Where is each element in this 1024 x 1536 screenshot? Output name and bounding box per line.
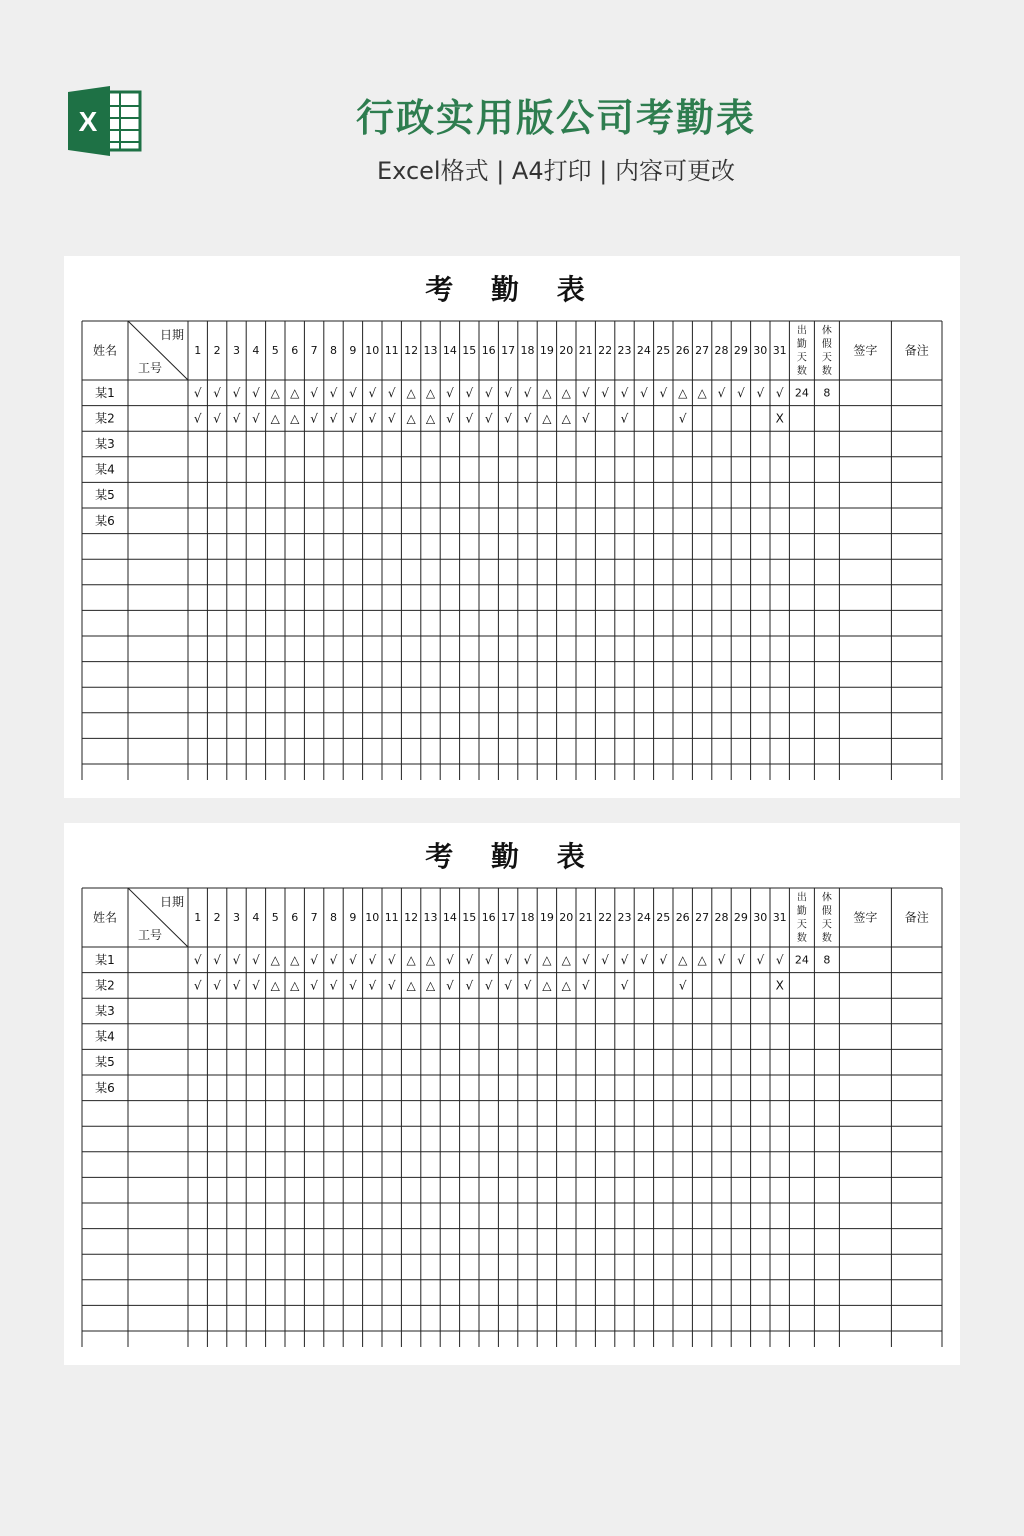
attendance-mark: √	[213, 952, 221, 967]
attendance-mark: △	[270, 952, 280, 967]
attendance-mark: √	[310, 978, 318, 993]
attendance-mark: √	[465, 385, 474, 400]
attendance-mark: √	[775, 952, 784, 967]
header-day-12: 12	[404, 911, 419, 924]
attendance-mark: √	[193, 411, 202, 426]
header-day-28: 28	[714, 344, 729, 357]
attendance-mark: √	[581, 952, 590, 967]
header-day-21: 21	[578, 911, 593, 924]
attendance-mark: √	[349, 385, 357, 400]
header-day-16: 16	[481, 344, 496, 357]
attendance-mark: △	[542, 385, 552, 400]
header-day-29: 29	[733, 344, 748, 357]
header-day-27: 27	[695, 344, 710, 357]
header-day-4: 4	[252, 911, 260, 924]
header-day-29: 29	[733, 911, 748, 924]
header-attend-days: 勤	[796, 339, 807, 350]
attendance-mark: √	[232, 385, 241, 400]
header-day-23: 23	[617, 344, 632, 357]
attendance-mark: √	[368, 952, 377, 967]
attendance-mark: X	[775, 411, 784, 426]
header-remark: 备注	[904, 910, 929, 925]
header-day-3: 3	[233, 911, 240, 924]
attendance-mark: X	[775, 978, 784, 993]
attendance-mark: △	[290, 952, 300, 967]
attendance-sheet-1	[64, 256, 960, 798]
attendance-mark: △	[406, 952, 416, 967]
header-day-31: 31	[772, 911, 787, 924]
header-day-6: 6	[291, 911, 299, 924]
header-day-17: 17	[501, 911, 516, 924]
attendance-sheet-2	[64, 823, 960, 1365]
employee-name: 某2	[95, 411, 115, 426]
header-name: 姓名	[92, 910, 118, 925]
header-sign: 签字	[853, 343, 878, 358]
attendance-mark: √	[387, 978, 396, 993]
header-attend-days: 天	[796, 352, 807, 364]
attendance-mark: △	[290, 385, 300, 400]
header-attend-days: 勤	[796, 906, 807, 917]
attendance-mark: √	[523, 411, 532, 426]
attendance-mark: √	[368, 978, 377, 993]
header-id: 工号	[137, 928, 163, 942]
attendance-mark: √	[737, 952, 745, 967]
attendance-mark: √	[446, 411, 454, 426]
attendance-mark: √	[193, 385, 202, 400]
attendance-mark: √	[193, 978, 202, 993]
attendance-mark: √	[213, 411, 221, 426]
attendance-mark: △	[425, 952, 436, 967]
header-day-18: 18	[520, 344, 535, 357]
header-day-28: 28	[714, 911, 729, 924]
attendance-mark: △	[697, 952, 707, 967]
attendance-mark: √	[310, 385, 318, 400]
attendance-mark: △	[678, 952, 688, 967]
header-day-1: 1	[194, 344, 202, 357]
header-day-3: 3	[233, 344, 240, 357]
header-day-13: 13	[423, 344, 438, 357]
attendance-mark: √	[504, 978, 512, 993]
header-leave-days: 假	[821, 339, 832, 350]
employee-name: 某5	[95, 1055, 115, 1070]
attendance-mark: △	[406, 978, 416, 993]
attendance-mark: △	[425, 978, 436, 993]
attendance-mark: √	[252, 952, 260, 967]
attendance-mark: √	[213, 385, 221, 400]
attendance-mark: √	[310, 952, 318, 967]
page-title: 行政实用版公司考勤表	[355, 96, 756, 140]
attendance-mark: √	[329, 385, 338, 400]
attendance-mark: √	[640, 385, 648, 400]
attendance-mark: △	[270, 385, 280, 400]
employee-name: 某2	[95, 978, 115, 993]
leave-days-value: 8	[823, 386, 831, 400]
attendance-mark: △	[697, 385, 707, 400]
attendance-mark: △	[425, 411, 436, 426]
attendance-mark: √	[678, 978, 687, 993]
header-day-21: 21	[578, 344, 593, 357]
header-day-5: 5	[271, 911, 279, 924]
header-day-13: 13	[423, 911, 438, 924]
attendance-mark: √	[349, 978, 357, 993]
sheet-title: 考 勤 表	[425, 273, 599, 306]
header-day-5: 5	[271, 344, 279, 357]
header-day-31: 31	[772, 344, 787, 357]
header-day-19: 19	[539, 911, 554, 924]
leave-days-value: 8	[823, 953, 831, 967]
header-day-22: 22	[598, 911, 613, 924]
attendance-mark: √	[310, 411, 318, 426]
header-day-10: 10	[365, 911, 380, 924]
header-day-20: 20	[559, 911, 574, 924]
attendance-mark: √	[620, 978, 629, 993]
header-date: 日期	[159, 895, 185, 909]
header-day-24: 24	[636, 911, 651, 924]
header-attend-days: 数	[796, 366, 807, 377]
attendance-mark: √	[737, 385, 745, 400]
header-day-1: 1	[194, 911, 202, 924]
header-attend-days: 出	[796, 325, 807, 337]
attendance-mark: △	[270, 978, 280, 993]
attendance-mark: √	[756, 952, 765, 967]
attendance-mark: √	[387, 385, 396, 400]
attend-days-value: 24	[794, 386, 809, 400]
header-day-30: 30	[753, 344, 768, 357]
header-leave-days: 数	[821, 933, 832, 944]
attendance-mark: △	[542, 978, 552, 993]
employee-name: 某3	[95, 437, 115, 451]
attendance-mark: √	[193, 952, 202, 967]
attendance-mark: △	[542, 411, 552, 426]
grid-lines	[82, 888, 942, 1347]
header-leave-days: 数	[821, 366, 832, 377]
grid-lines	[82, 321, 942, 780]
header-day-25: 25	[656, 911, 671, 924]
attendance-mark: △	[561, 952, 571, 967]
employee-name: 某4	[95, 1029, 115, 1044]
header-day-10: 10	[365, 344, 380, 357]
attendance-mark: √	[504, 385, 512, 400]
employee-name: 某1	[95, 952, 115, 967]
employee-name: 某6	[95, 513, 115, 528]
attendance-mark: √	[368, 385, 377, 400]
employee-name: 某1	[95, 385, 115, 400]
header-leave-days: 休	[821, 892, 832, 904]
attendance-mark: △	[406, 411, 416, 426]
attendance-mark: √	[640, 952, 648, 967]
attendance-mark: √	[659, 385, 668, 400]
header-leave-days: 天	[821, 919, 832, 931]
header-attend-days: 数	[796, 933, 807, 944]
header-day-6: 6	[291, 344, 299, 357]
attendance-mark: √	[446, 952, 454, 967]
attendance-mark: √	[523, 952, 532, 967]
attendance-mark: √	[581, 411, 590, 426]
header-leave-days: 假	[821, 906, 832, 917]
header-day-26: 26	[675, 911, 690, 924]
attendance-mark: √	[601, 385, 609, 400]
attendance-mark: √	[349, 952, 357, 967]
header-date: 日期	[159, 328, 185, 342]
employee-name: 某5	[95, 488, 115, 503]
attendance-grid	[64, 823, 960, 1365]
excel-icon-letter: X	[78, 106, 98, 137]
attendance-mark: √	[581, 385, 590, 400]
attendance-mark: √	[232, 411, 241, 426]
attendance-mark: △	[678, 385, 688, 400]
employee-name: 某4	[95, 462, 115, 477]
header-attend-days: 出	[796, 892, 807, 904]
attendance-mark: √	[329, 411, 338, 426]
attendance-mark: √	[446, 978, 454, 993]
attendance-mark: △	[425, 385, 436, 400]
header-day-9: 9	[349, 344, 357, 357]
header-day-8: 8	[330, 911, 337, 924]
employee-name: 某3	[95, 1004, 115, 1018]
header-day-15: 15	[462, 911, 477, 924]
header-day-17: 17	[501, 344, 516, 357]
attend-days-value: 24	[794, 953, 809, 967]
attendance-mark: √	[465, 978, 474, 993]
header-day-14: 14	[442, 911, 457, 924]
header-day-8: 8	[330, 344, 337, 357]
attendance-mark: △	[561, 385, 571, 400]
header-day-9: 9	[349, 911, 357, 924]
attendance-mark: √	[484, 385, 493, 400]
attendance-mark: √	[581, 978, 590, 993]
attendance-mark: √	[329, 978, 338, 993]
attendance-mark: △	[561, 978, 571, 993]
attendance-mark: √	[387, 952, 396, 967]
header-day-19: 19	[539, 344, 554, 357]
attendance-mark: √	[252, 385, 260, 400]
attendance-mark: √	[252, 978, 260, 993]
header-sign: 签字	[853, 910, 878, 925]
header-leave-days: 休	[821, 325, 832, 337]
header-day-4: 4	[252, 344, 260, 357]
attendance-mark: √	[601, 952, 609, 967]
attendance-mark: √	[659, 952, 668, 967]
attendance-mark: △	[270, 411, 280, 426]
attendance-mark: √	[717, 952, 726, 967]
attendance-mark: √	[213, 978, 221, 993]
attendance-mark: √	[349, 411, 357, 426]
header-day-27: 27	[695, 911, 710, 924]
header-leave-days: 天	[821, 352, 832, 364]
attendance-mark: √	[465, 411, 474, 426]
header-day-26: 26	[675, 344, 690, 357]
attendance-mark: △	[561, 411, 571, 426]
header-day-2: 2	[213, 911, 221, 924]
attendance-mark: √	[504, 411, 512, 426]
attendance-mark: √	[523, 385, 532, 400]
attendance-mark: △	[290, 411, 300, 426]
attendance-mark: √	[465, 952, 474, 967]
attendance-mark: √	[756, 385, 765, 400]
attendance-mark: √	[523, 978, 532, 993]
sheet-title: 考 勤 表	[425, 840, 599, 873]
header-day-14: 14	[442, 344, 457, 357]
header-day-16: 16	[481, 911, 496, 924]
header-day-12: 12	[404, 344, 419, 357]
attendance-mark: √	[620, 385, 629, 400]
header-day-7: 7	[310, 344, 318, 357]
attendance-mark: √	[387, 411, 396, 426]
attendance-mark: √	[484, 411, 493, 426]
header-day-18: 18	[520, 911, 535, 924]
header-day-11: 11	[384, 344, 399, 357]
header-attend-days: 天	[796, 919, 807, 931]
attendance-mark: √	[446, 385, 454, 400]
attendance-mark: √	[484, 978, 493, 993]
header-day-15: 15	[462, 344, 477, 357]
attendance-mark: √	[620, 411, 629, 426]
header-remark: 备注	[904, 343, 929, 358]
attendance-mark: √	[504, 952, 512, 967]
employee-name: 某6	[95, 1080, 115, 1095]
header-day-23: 23	[617, 911, 632, 924]
attendance-mark: √	[620, 952, 629, 967]
header-name: 姓名	[92, 343, 118, 358]
attendance-mark: √	[775, 385, 784, 400]
attendance-grid	[64, 256, 960, 798]
header-day-25: 25	[656, 344, 671, 357]
attendance-mark: √	[678, 411, 687, 426]
header-id: 工号	[137, 361, 163, 375]
attendance-mark: √	[484, 952, 493, 967]
header-day-22: 22	[598, 344, 613, 357]
attendance-mark: △	[406, 385, 416, 400]
attendance-mark: △	[290, 978, 300, 993]
header-day-20: 20	[559, 344, 574, 357]
attendance-mark: √	[329, 952, 338, 967]
header-day-11: 11	[384, 911, 399, 924]
header-day-2: 2	[213, 344, 221, 357]
header-day-24: 24	[636, 344, 651, 357]
attendance-mark: √	[252, 411, 260, 426]
attendance-mark: √	[232, 952, 241, 967]
attendance-mark: △	[542, 952, 552, 967]
header-day-7: 7	[310, 911, 318, 924]
page-subtitle: Excel格式 | A4打印 | 内容可更改	[377, 157, 735, 185]
attendance-mark: √	[232, 978, 241, 993]
excel-icon	[68, 86, 142, 156]
attendance-mark: √	[368, 411, 377, 426]
attendance-mark: √	[717, 385, 726, 400]
header-day-30: 30	[753, 911, 768, 924]
